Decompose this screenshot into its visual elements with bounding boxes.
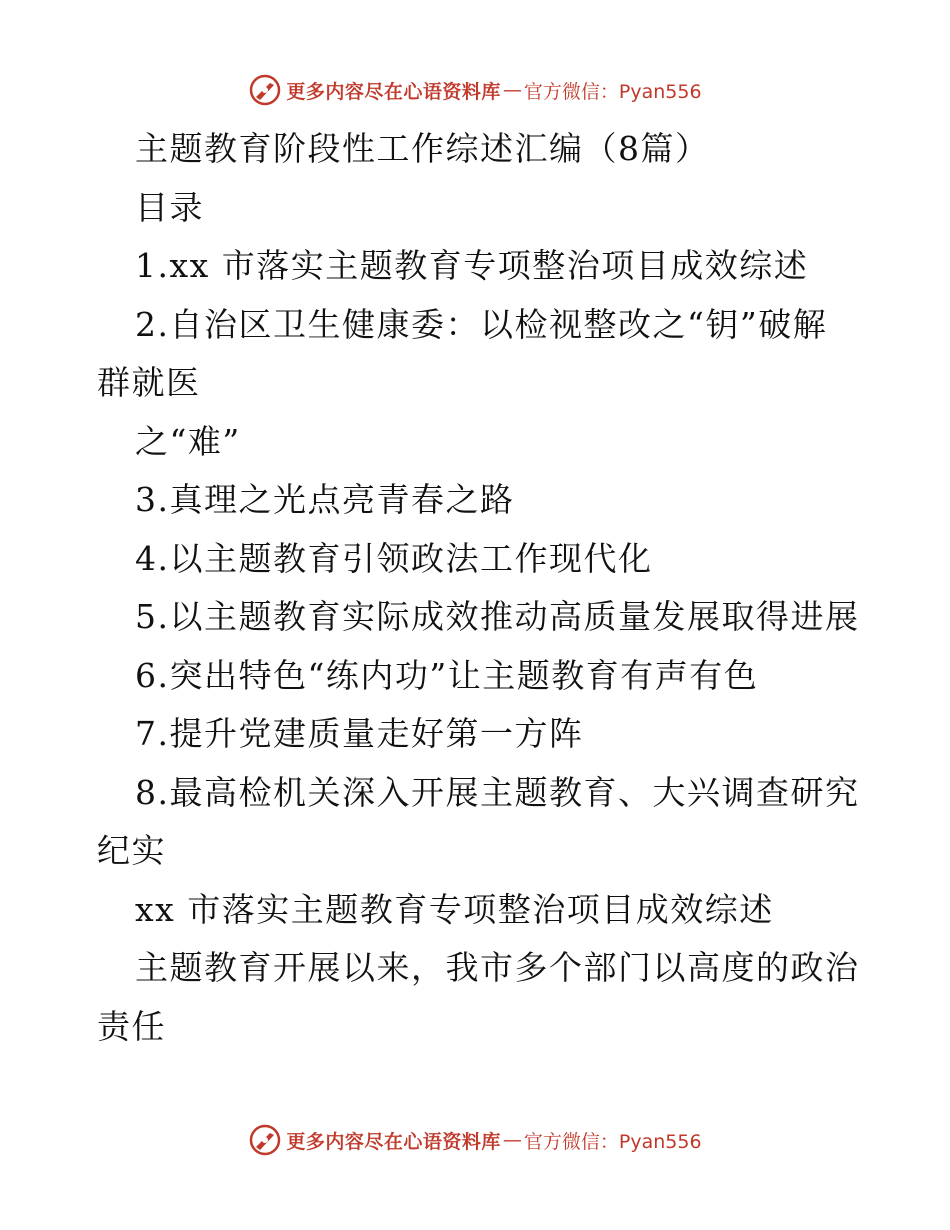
- body-paragraph-continuation: 责任: [97, 1006, 166, 1046]
- watermark-label: 更多内容尽在心语资料库: [286, 80, 501, 103]
- toc-item: 1.xx 市落实主题教育专项整治项目成效综述: [135, 246, 809, 285]
- watermark-dash: —: [502, 79, 522, 101]
- pen-logo-icon: [248, 73, 282, 107]
- pen-logo-icon: [248, 1123, 282, 1157]
- watermark-label: 更多内容尽在心语资料库: [286, 1130, 501, 1153]
- toc-item: 3.真理之光点亮青春之路: [135, 480, 515, 519]
- document-title: 主题教育阶段性工作综述汇编（8篇）: [135, 129, 710, 168]
- toc-item: 2.自治区卫生健康委：以检视整改之“钥”破解: [135, 304, 828, 344]
- toc-item-continuation: 纪实: [97, 831, 166, 870]
- toc-item: 6.突出特色“练内功”让主题教育有声有色: [135, 655, 759, 695]
- toc-item-continuation: 群就医: [97, 363, 201, 402]
- document-body: [97, 120, 860, 1056]
- watermark-dash: —: [502, 1129, 522, 1151]
- watermark-contact: 官方微信：Pyan556: [523, 80, 702, 103]
- toc-item: 4.以主题教育引领政法工作现代化: [135, 538, 653, 578]
- footer-watermark: [0, 1120, 950, 1160]
- toc-item: 5.以主题教育实际成效推动高质量发展取得进展: [135, 597, 860, 636]
- toc-item: 8.最高检机关深入开展主题教育、大兴调查研究: [135, 772, 860, 812]
- section-title: xx 市落实主题教育专项整治项目成效综述: [135, 889, 774, 929]
- watermark-contact: 官方微信：Pyan556: [523, 1130, 702, 1153]
- toc-heading: 目录: [135, 187, 204, 227]
- toc-item-continuation: 之“难”: [135, 421, 241, 461]
- body-paragraph: 主题教育开展以来，我市多个部门以高度的政治: [135, 948, 860, 987]
- toc-item: 7.提升党建质量走好第一方阵: [135, 714, 584, 753]
- header-watermark: [0, 70, 950, 110]
